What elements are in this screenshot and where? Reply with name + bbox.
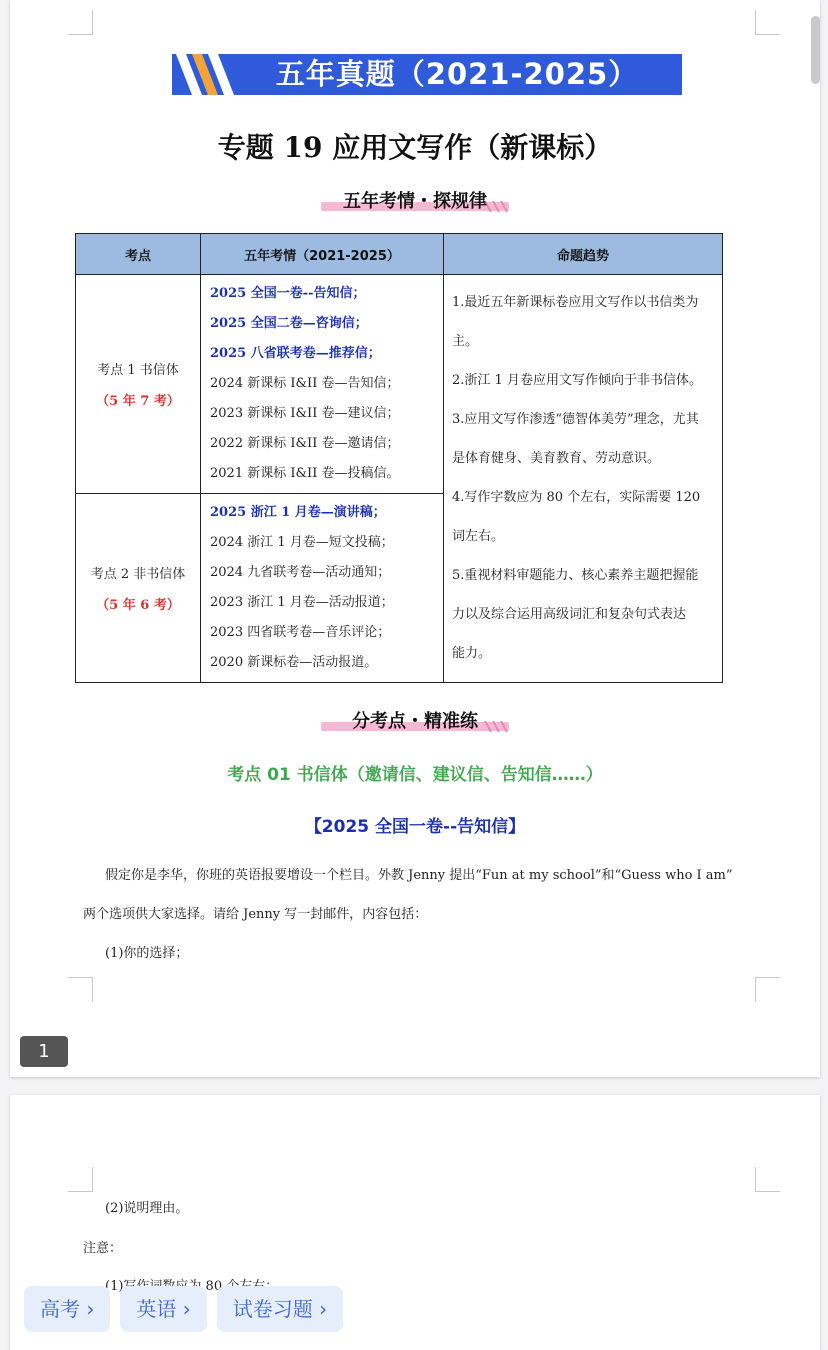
trend-line: 2.浙江 1 月卷应用文写作倾向于非书信体。	[452, 373, 702, 388]
trend-line: 1.最近五年新课标卷应用文写作以书信类为	[452, 295, 699, 310]
year-item: 2024 九省联考卷—活动通知；	[210, 565, 391, 580]
years-cell	[201, 275, 444, 494]
topic-name: 考点 1 书信体	[97, 363, 179, 378]
trend-line: 能力。	[452, 646, 492, 661]
topic-name: 考点 2 非书信体	[90, 567, 186, 582]
year-item: 2022 新课标 I&II 卷—邀请信；	[210, 436, 400, 451]
year-item: 2024 浙江 1 月卷—短文投稿；	[210, 535, 394, 550]
tag-english[interactable]: 英语 ›	[120, 1286, 206, 1332]
trend-line: 主。	[452, 334, 479, 349]
trend-line: 是体育健身、美育教育、劳动意识。	[452, 451, 661, 466]
page-number-badge: 1	[20, 1036, 68, 1067]
section-heading-text: 分考点・精准练	[352, 711, 478, 732]
tag-gaokao[interactable]: 高考 ›	[24, 1286, 110, 1332]
trend-line: 力以及综合运用高级词汇和复杂句式表达	[452, 607, 687, 622]
section-heading-practice	[10, 707, 820, 733]
page-title: 专题 19 应用文写作（新课标）	[217, 131, 613, 164]
question-paragraph-line: 假定你是李华，你班的英语报要增设一个栏目。外教 Jenny 提出“Fun at my school”和“Guess who I am”	[105, 868, 733, 883]
note-item: 80	[205, 1279, 223, 1294]
topic-cell	[76, 275, 201, 494]
title-banner	[172, 54, 682, 95]
topic-count: （5 年 6 考）	[96, 598, 180, 613]
crop-mark	[68, 10, 93, 35]
year-item: 2025 八省联考卷—推荐信；	[210, 346, 381, 361]
topic-count: （5 年 7 考）	[96, 394, 180, 409]
header-trend: 命题趋势	[444, 234, 723, 275]
year-item: 2023 浙江 1 月卷—活动报道；	[210, 595, 394, 610]
question-item: (2)说明理由。	[105, 1201, 189, 1216]
year-item: 2023 新课标 I&II 卷—建议信；	[210, 406, 400, 421]
note-label: 注意：	[83, 1241, 123, 1256]
question-item: (1)你的选择；	[105, 946, 189, 961]
trend-line: 5.重视材料审题能力、核心素养主题把握能	[452, 568, 699, 583]
tag-bar	[24, 1286, 343, 1332]
year-item: 2023 四省联考卷—音乐评论；	[210, 625, 391, 640]
topic-cell	[76, 494, 201, 683]
kaodian-title: 考点 01 书信体（邀请信、建议信、告知信……）	[227, 765, 603, 785]
document-page-1	[10, 0, 820, 1077]
tag-exam-exercises[interactable]: 试卷习题 ›	[217, 1286, 343, 1332]
years-cell	[201, 494, 444, 683]
year-item: 2021 新课标 I&II 卷—投稿信。	[210, 466, 400, 481]
crop-mark	[755, 10, 780, 35]
crop-mark	[68, 977, 93, 1002]
crop-mark	[755, 977, 780, 1002]
year-item: 2024 新课标 I&II 卷—告知信；	[210, 376, 400, 391]
section-heading-text: 五年考情・探规律	[343, 191, 487, 212]
scrollbar-thumb[interactable]	[811, 16, 820, 84]
trend-line: 词左右。	[452, 529, 505, 544]
trend-line: 4.写作字数应为 80 个左右，实际需要 120	[452, 490, 701, 505]
crop-mark	[68, 1167, 93, 1192]
section-heading-trends	[10, 187, 820, 213]
year-item: 2025 全国一卷--告知信；	[210, 286, 366, 301]
crop-mark	[755, 1167, 780, 1192]
banner-text: 五年真题（2021-2025）	[275, 57, 639, 91]
year-item: 2025 全国二卷—咨询信；	[210, 316, 368, 331]
question-paragraph-line: 两个选项供大家选择。请给 Jenny 写一封邮件，内容包括：	[83, 907, 428, 922]
header-topic: 考点	[76, 234, 201, 275]
trend-cell	[444, 275, 723, 683]
year-item: 2025 浙江 1 月卷—演讲稿；	[210, 505, 386, 520]
question-heading: 【2025 全国一卷--告知信】	[304, 817, 526, 837]
trend-line: 3.应用文写作渗透“德智体美劳”理念，尤其	[452, 412, 699, 427]
table-row	[76, 275, 723, 494]
header-years: 五年考情（2021-2025）	[201, 234, 444, 275]
exam-trend-table	[75, 233, 723, 683]
table-header-row	[76, 234, 723, 275]
year-item: 2020 新课标卷—活动报道。	[210, 655, 378, 670]
